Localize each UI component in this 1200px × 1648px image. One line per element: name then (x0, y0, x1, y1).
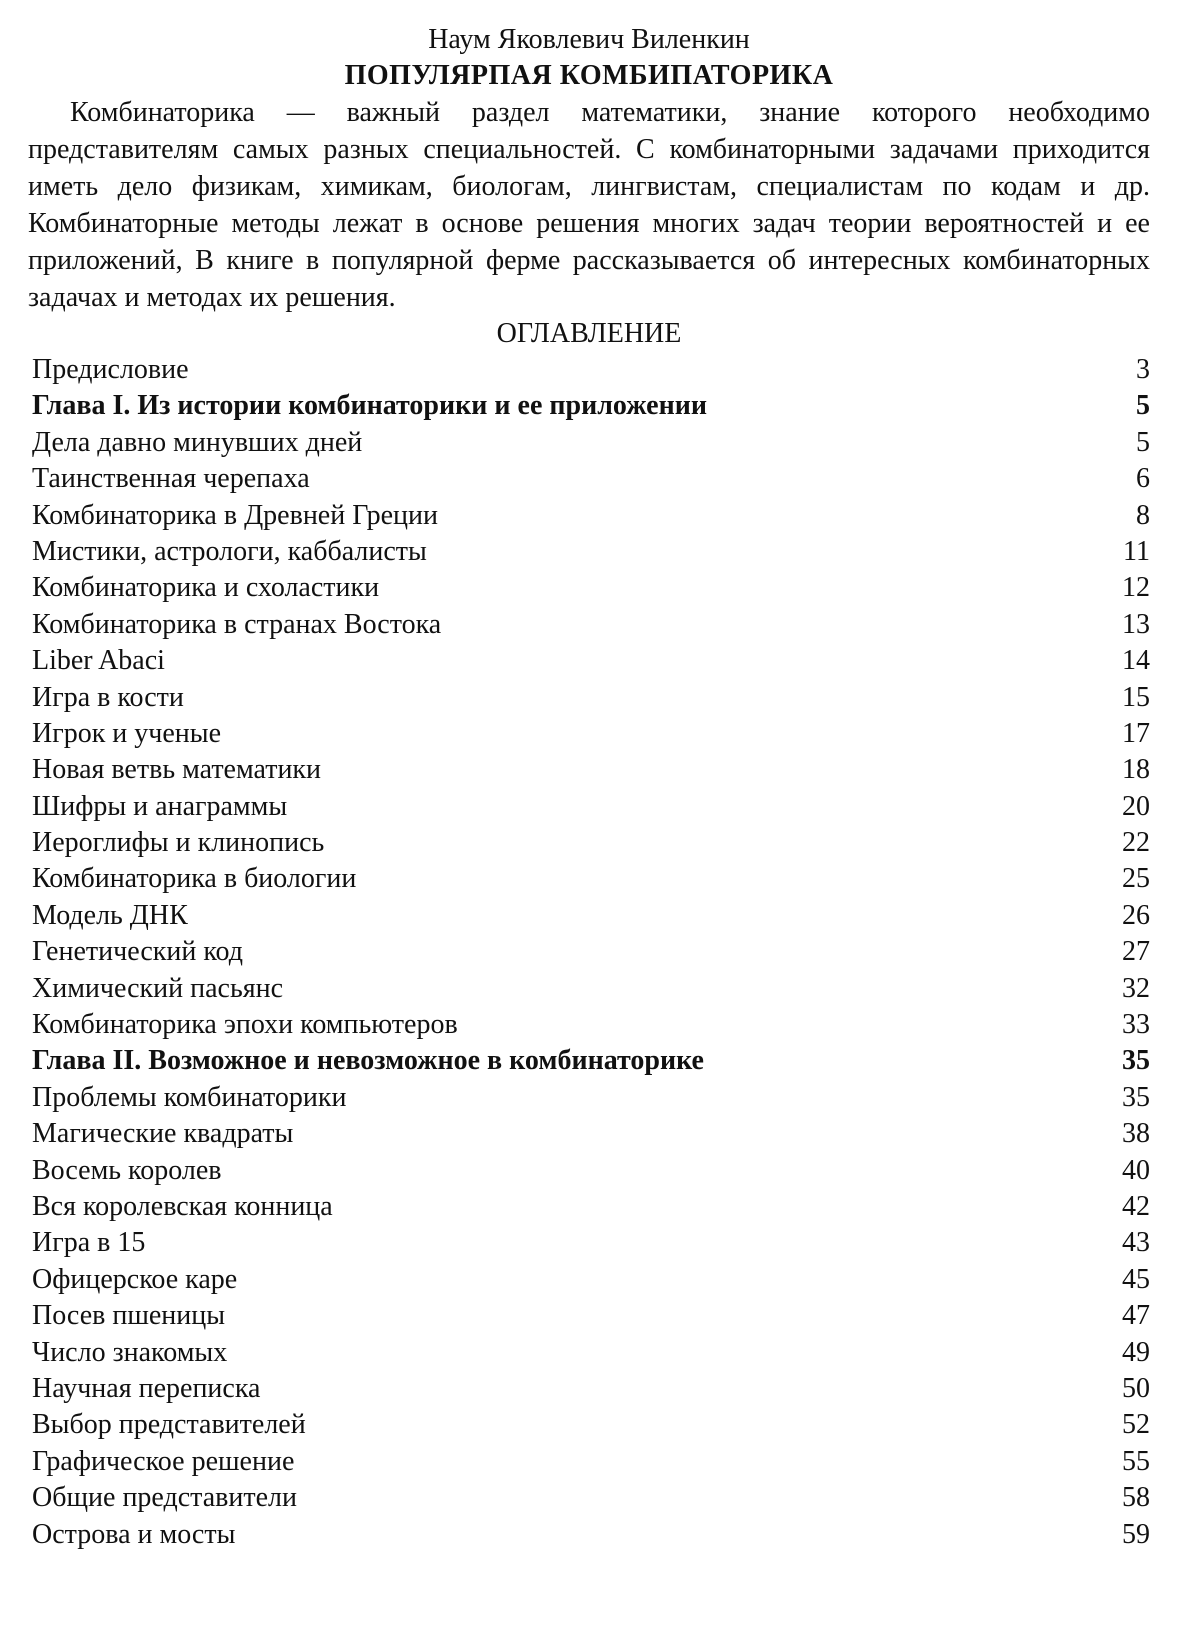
toc-entry-page: 12 (1122, 572, 1150, 604)
toc-entry-page: 8 (1136, 499, 1150, 531)
toc-entry-page: 25 (1122, 863, 1150, 895)
toc-entry (28, 1517, 1150, 1553)
toc-entry-title: Число знакомых (32, 1336, 228, 1368)
toc-entry (28, 643, 1150, 679)
toc-entry-page: 33 (1122, 1009, 1150, 1041)
toc-entry-title: Острова и мосты (32, 1518, 236, 1550)
toc-entry-title: Глава I. Из истории комбинаторики и ее приложении (32, 390, 707, 422)
toc-entry-title: Модель ДНК (32, 899, 188, 931)
toc-entry (28, 1225, 1150, 1261)
toc-entry (28, 898, 1150, 934)
toc-entry-page: 52 (1122, 1409, 1150, 1441)
toc-entry (28, 607, 1150, 643)
toc-entry-title: Выбор представителей (32, 1409, 306, 1441)
toc-entry (28, 1407, 1150, 1443)
toc-entry-page: 5 (1136, 390, 1150, 422)
toc-entry (28, 352, 1150, 388)
toc-entry (28, 1262, 1150, 1298)
toc-entry-title: Графическое решение (32, 1445, 295, 1477)
toc-entry-page: 27 (1122, 936, 1150, 968)
toc-entry-title: Шифры и анаграммы (32, 790, 288, 822)
toc-entry-page: 35 (1122, 1045, 1150, 1077)
toc-entry-title: Офицерское каре (32, 1263, 238, 1295)
toc-entry-page: 5 (1136, 426, 1150, 458)
toc-entry-title: Комбинаторика в странах Востока (32, 608, 442, 640)
toc-entry (28, 570, 1150, 606)
toc-entry-title: Общие представители (32, 1482, 297, 1514)
toc-chapter-entry (28, 1043, 1150, 1079)
toc-entry-title: Новая ветвь математики (32, 754, 322, 786)
toc-entry (28, 425, 1150, 461)
toc-entry-page: 42 (1122, 1190, 1150, 1222)
toc-entry-page: 20 (1122, 790, 1150, 822)
toc-entry (28, 534, 1150, 570)
toc-entry-page: 55 (1122, 1445, 1150, 1477)
toc-entry-page: 40 (1122, 1154, 1150, 1186)
toc-entry-title: Таинственная черепаха (32, 463, 310, 495)
toc-entry-page: 32 (1122, 972, 1150, 1004)
toc-entry-title: Магические квадраты (32, 1118, 294, 1150)
toc-entry-title: Химический пасьянс (32, 972, 284, 1004)
toc-entry-page: 43 (1122, 1227, 1150, 1259)
toc-entry (28, 498, 1150, 534)
toc-entry-page: 3 (1136, 354, 1150, 385)
toc-entry-page: 26 (1122, 899, 1150, 931)
toc-entry-title: Иероглифы и клинопись (32, 827, 325, 859)
toc-entry-page: 50 (1122, 1372, 1150, 1404)
toc-entry-page: 35 (1122, 1081, 1150, 1113)
toc-entry-title: Комбинаторика в Древней Греции (32, 499, 439, 531)
toc-entry (28, 461, 1150, 497)
toc-entry-title: Восемь королев (32, 1154, 222, 1186)
toc-entry (28, 1189, 1150, 1225)
toc-entry-page: 15 (1122, 681, 1150, 713)
toc-entry-page: 6 (1136, 463, 1150, 495)
toc-entry-page: 58 (1122, 1482, 1150, 1514)
toc-entry-title: Комбинаторика и схоластики (32, 572, 380, 604)
toc-entry-title: Комбинаторика в биологии (32, 863, 357, 895)
toc-entry (28, 1298, 1150, 1334)
toc-entry (28, 1371, 1150, 1407)
toc-entry (28, 1444, 1150, 1480)
toc-entry (28, 934, 1150, 970)
toc-entry-page: 17 (1122, 717, 1150, 749)
toc-entry-page: 22 (1122, 827, 1150, 859)
toc-entry-title: Комбинаторика эпохи компьютеров (32, 1009, 458, 1041)
toc-entry-title: Научная переписка (32, 1372, 261, 1404)
toc-entry-page: 11 (1123, 535, 1150, 567)
toc-entry-title: Мистики, астрологи, каббалисты (32, 535, 427, 567)
toc-entry-title: Игра в 15 (32, 1227, 146, 1259)
toc-entry (28, 971, 1150, 1007)
toc-entry-page: 49 (1122, 1336, 1150, 1368)
toc-entry-title: Вся королевская конница (32, 1190, 333, 1222)
table-of-contents (28, 352, 1150, 1553)
toc-chapter-entry (28, 388, 1150, 424)
toc-entry-title: Игра в кости (32, 681, 184, 713)
toc-entry-page: 38 (1122, 1118, 1150, 1150)
toc-entry-title: Посев пшеницы (32, 1300, 226, 1332)
toc-entry (28, 861, 1150, 897)
toc-entry (28, 1080, 1150, 1116)
book-title: ПОПУЛЯРПАЯ КОМБИПАТОРИКА (344, 60, 834, 91)
toc-entry-title: Дела давно минувших дней (32, 426, 363, 458)
toc-entry-page: 47 (1122, 1300, 1150, 1332)
toc-entry (28, 680, 1150, 716)
toc-entry (28, 789, 1150, 825)
toc-entry-title: Генетический код (32, 936, 243, 968)
author-name: Наум Яковлевич Виленкин (428, 24, 750, 55)
toc-entry (28, 825, 1150, 861)
toc-entry (28, 1116, 1150, 1152)
toc-entry-page: 14 (1122, 645, 1150, 677)
toc-entry-page: 45 (1122, 1263, 1150, 1295)
toc-entry-title: Liber Abaci (32, 645, 165, 677)
toc-heading: ОГЛАВЛЕНИЕ (496, 318, 682, 349)
toc-entry-title: Глава II. Возможное и невозможное в комбинаторике (32, 1045, 704, 1077)
toc-entry-title: Предисловие (32, 354, 189, 385)
toc-entry (28, 752, 1150, 788)
toc-entry (28, 1007, 1150, 1043)
toc-entry-page: 59 (1122, 1518, 1150, 1550)
toc-entry (28, 1480, 1150, 1516)
toc-entry-page: 18 (1122, 754, 1150, 786)
abstract-paragraph: Комбинаторика — важный раздел математики, знание которого необходимо представителям самых разных специальностей. С комбинаторными задачами приходится иметь дело физикам, химикам, биологам, лингвистам, специалистам по кодам и др. Комбинаторные методы лежат в основе решения многих задач теории вероятностей и ее приложений, В книге в популярной ферме рассказывается об интересных комбинаторных задачах и методах их решения. (28, 97, 1150, 313)
toc-entry-page: 13 (1122, 608, 1150, 640)
toc-entry (28, 1335, 1150, 1371)
toc-entry-title: Игрок и ученые (32, 717, 222, 749)
toc-entry (28, 716, 1150, 752)
toc-entry (28, 1153, 1150, 1189)
toc-entry-title: Проблемы комбинаторики (32, 1081, 347, 1113)
